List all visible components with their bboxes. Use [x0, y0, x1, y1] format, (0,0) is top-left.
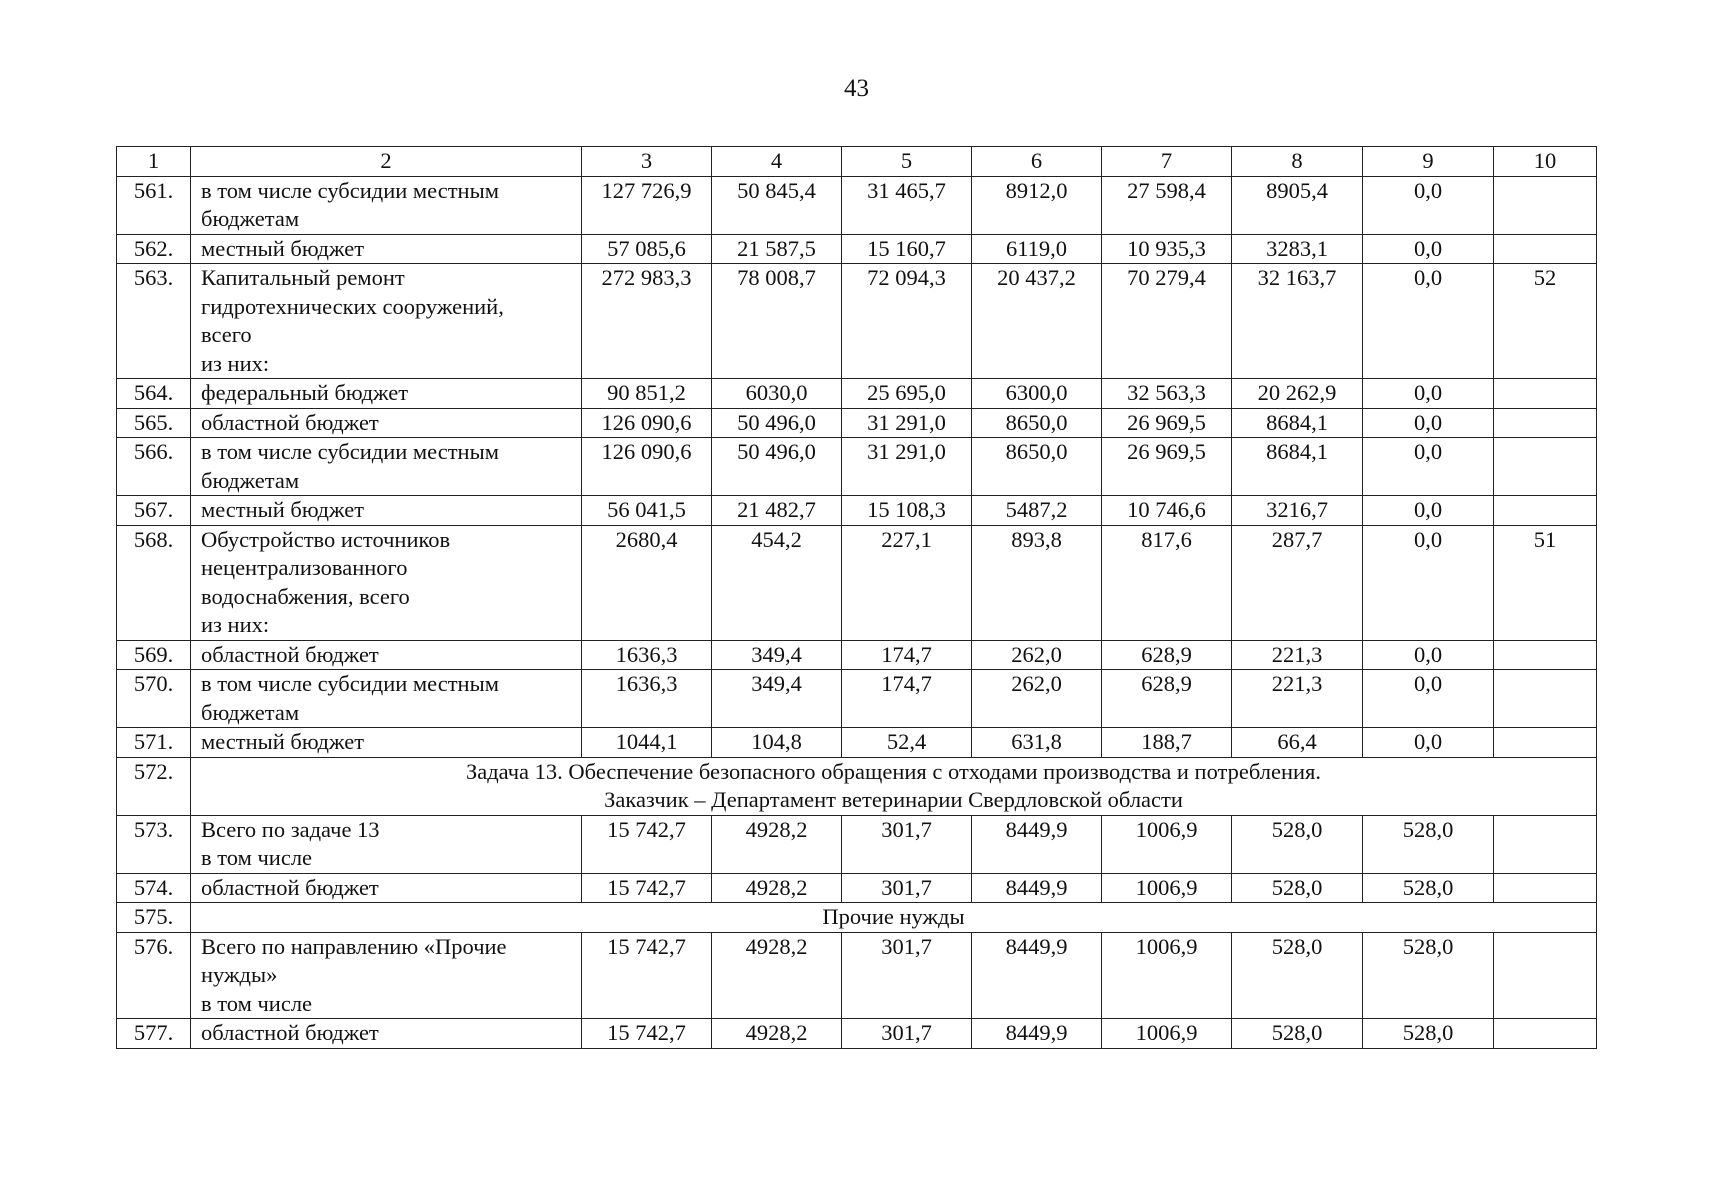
- value-cell-7: 26 969,5: [1102, 438, 1232, 496]
- column-number-cell: 8: [1232, 147, 1363, 177]
- value-cell-6: 631,8: [972, 728, 1102, 758]
- value-cell-9: 0,0: [1363, 670, 1494, 728]
- value-cell-3: 15 742,7: [582, 932, 712, 1019]
- table-row: [117, 408, 1597, 438]
- value-cell-10: [1494, 379, 1597, 409]
- value-cell-6: 893,8: [972, 525, 1102, 640]
- value-cell-3: 57 085,6: [582, 234, 712, 264]
- row-number-cell: 568.: [117, 525, 191, 640]
- table-row: [117, 932, 1597, 1019]
- value-cell-6: 6119,0: [972, 234, 1102, 264]
- table-row: [117, 728, 1597, 758]
- column-number-cell: 5: [842, 147, 972, 177]
- value-cell-5: 227,1: [842, 525, 972, 640]
- value-cell-3: 127 726,9: [582, 176, 712, 234]
- row-number-cell: 564.: [117, 379, 191, 409]
- value-cell-9: 0,0: [1363, 176, 1494, 234]
- value-cell-5: 301,7: [842, 932, 972, 1019]
- section-row: [117, 903, 1597, 933]
- value-cell-3: 2680,4: [582, 525, 712, 640]
- value-cell-9: 0,0: [1363, 264, 1494, 379]
- section-heading-cell: Задача 13. Обеспечение безопасного обращения с отходами производства и потребления. Заказчик – Департамент ветеринарии Свердловской области: [191, 757, 1597, 815]
- value-cell-8: 3216,7: [1232, 496, 1363, 526]
- column-number-cell: 3: [582, 147, 712, 177]
- value-cell-7: 10 935,3: [1102, 234, 1232, 264]
- value-cell-10: [1494, 234, 1597, 264]
- item-name-cell: местный бюджет: [191, 234, 582, 264]
- table-row: [117, 640, 1597, 670]
- table-row: [117, 264, 1597, 379]
- value-cell-3: 1636,3: [582, 670, 712, 728]
- value-cell-3: 15 742,7: [582, 873, 712, 903]
- section-row: [117, 757, 1597, 815]
- value-cell-10: [1494, 438, 1597, 496]
- value-cell-8: 528,0: [1232, 932, 1363, 1019]
- value-cell-4: 349,4: [712, 640, 842, 670]
- value-cell-8: 287,7: [1232, 525, 1363, 640]
- row-number-cell: 573.: [117, 815, 191, 873]
- value-cell-10: [1494, 873, 1597, 903]
- row-number-cell: 577.: [117, 1019, 191, 1049]
- column-number-cell: 6: [972, 147, 1102, 177]
- value-cell-6: 262,0: [972, 670, 1102, 728]
- value-cell-4: 50 496,0: [712, 438, 842, 496]
- value-cell-6: 5487,2: [972, 496, 1102, 526]
- value-cell-9: 528,0: [1363, 932, 1494, 1019]
- item-name-cell: Капитальный ремонт гидротехнических сооружений, всего из них:: [191, 264, 582, 379]
- value-cell-5: 301,7: [842, 815, 972, 873]
- item-name-cell: Всего по задаче 13 в том числе: [191, 815, 582, 873]
- value-cell-10: [1494, 176, 1597, 234]
- value-cell-4: 50 845,4: [712, 176, 842, 234]
- row-number-cell: 566.: [117, 438, 191, 496]
- value-cell-10: 51: [1494, 525, 1597, 640]
- value-cell-4: 4928,2: [712, 873, 842, 903]
- value-cell-6: 20 437,2: [972, 264, 1102, 379]
- value-cell-5: 52,4: [842, 728, 972, 758]
- value-cell-8: 528,0: [1232, 815, 1363, 873]
- value-cell-3: 126 090,6: [582, 408, 712, 438]
- row-number-cell: 561.: [117, 176, 191, 234]
- value-cell-4: 6030,0: [712, 379, 842, 409]
- column-number-cell: 10: [1494, 147, 1597, 177]
- value-cell-8: 32 163,7: [1232, 264, 1363, 379]
- value-cell-6: 8912,0: [972, 176, 1102, 234]
- value-cell-6: 8449,9: [972, 932, 1102, 1019]
- table-row: [117, 496, 1597, 526]
- value-cell-8: 221,3: [1232, 670, 1363, 728]
- value-cell-3: 90 851,2: [582, 379, 712, 409]
- row-number-cell: 575.: [117, 903, 191, 933]
- value-cell-4: 104,8: [712, 728, 842, 758]
- value-cell-3: 126 090,6: [582, 438, 712, 496]
- row-number-cell: 565.: [117, 408, 191, 438]
- value-cell-4: 50 496,0: [712, 408, 842, 438]
- table-row: [117, 438, 1597, 496]
- value-cell-8: 8905,4: [1232, 176, 1363, 234]
- value-cell-10: [1494, 1019, 1597, 1049]
- value-cell-9: 0,0: [1363, 234, 1494, 264]
- value-cell-3: 56 041,5: [582, 496, 712, 526]
- value-cell-4: 78 008,7: [712, 264, 842, 379]
- table-row: [117, 525, 1597, 640]
- value-cell-7: 628,9: [1102, 670, 1232, 728]
- value-cell-5: 31 465,7: [842, 176, 972, 234]
- value-cell-10: [1494, 640, 1597, 670]
- value-cell-9: 0,0: [1363, 408, 1494, 438]
- value-cell-6: 6300,0: [972, 379, 1102, 409]
- table-row: [117, 1019, 1597, 1049]
- value-cell-9: 0,0: [1363, 525, 1494, 640]
- value-cell-5: 72 094,3: [842, 264, 972, 379]
- item-name-cell: в том числе субсидии местным бюджетам: [191, 670, 582, 728]
- value-cell-10: [1494, 408, 1597, 438]
- item-name-cell: местный бюджет: [191, 496, 582, 526]
- value-cell-3: 1636,3: [582, 640, 712, 670]
- row-number-cell: 574.: [117, 873, 191, 903]
- value-cell-10: [1494, 932, 1597, 1019]
- item-name-cell: областной бюджет: [191, 873, 582, 903]
- value-cell-8: 66,4: [1232, 728, 1363, 758]
- value-cell-5: 174,7: [842, 640, 972, 670]
- value-cell-9: 0,0: [1363, 496, 1494, 526]
- value-cell-7: 10 746,6: [1102, 496, 1232, 526]
- value-cell-8: 221,3: [1232, 640, 1363, 670]
- value-cell-9: 0,0: [1363, 438, 1494, 496]
- value-cell-8: 528,0: [1232, 873, 1363, 903]
- row-number-cell: 563.: [117, 264, 191, 379]
- column-number-cell: 4: [712, 147, 842, 177]
- value-cell-6: 8449,9: [972, 815, 1102, 873]
- value-cell-3: 272 983,3: [582, 264, 712, 379]
- column-number-cell: 7: [1102, 147, 1232, 177]
- value-cell-6: 8449,9: [972, 873, 1102, 903]
- value-cell-7: 188,7: [1102, 728, 1232, 758]
- item-name-cell: областной бюджет: [191, 408, 582, 438]
- value-cell-4: 21 482,7: [712, 496, 842, 526]
- item-name-cell: Обустройство источников нецентрализованного водоснабжения, всего из них:: [191, 525, 582, 640]
- value-cell-7: 1006,9: [1102, 1019, 1232, 1049]
- value-cell-5: 174,7: [842, 670, 972, 728]
- value-cell-9: 528,0: [1363, 815, 1494, 873]
- row-number-cell: 569.: [117, 640, 191, 670]
- row-number-cell: 576.: [117, 932, 191, 1019]
- value-cell-9: 0,0: [1363, 379, 1494, 409]
- value-cell-10: [1494, 815, 1597, 873]
- value-cell-7: 1006,9: [1102, 815, 1232, 873]
- value-cell-7: 817,6: [1102, 525, 1232, 640]
- value-cell-4: 4928,2: [712, 815, 842, 873]
- value-cell-5: 15 108,3: [842, 496, 972, 526]
- table-row: [117, 379, 1597, 409]
- value-cell-4: 4928,2: [712, 932, 842, 1019]
- value-cell-7: 70 279,4: [1102, 264, 1232, 379]
- value-cell-5: 25 695,0: [842, 379, 972, 409]
- value-cell-5: 31 291,0: [842, 438, 972, 496]
- table-row: [117, 176, 1597, 234]
- column-number-row: [117, 147, 1597, 177]
- value-cell-7: 1006,9: [1102, 873, 1232, 903]
- column-number-cell: 9: [1363, 147, 1494, 177]
- table-row: [117, 815, 1597, 873]
- value-cell-6: 8650,0: [972, 408, 1102, 438]
- value-cell-9: 528,0: [1363, 873, 1494, 903]
- column-number-cell: 1: [117, 147, 191, 177]
- value-cell-8: 20 262,9: [1232, 379, 1363, 409]
- budget-table: [116, 146, 1597, 1049]
- row-number-cell: 562.: [117, 234, 191, 264]
- value-cell-8: 8684,1: [1232, 408, 1363, 438]
- item-name-cell: федеральный бюджет: [191, 379, 582, 409]
- value-cell-6: 8449,9: [972, 1019, 1102, 1049]
- value-cell-7: 1006,9: [1102, 932, 1232, 1019]
- page-number: 43: [844, 75, 869, 102]
- table-body: [117, 147, 1597, 1049]
- value-cell-4: 454,2: [712, 525, 842, 640]
- row-number-cell: 567.: [117, 496, 191, 526]
- value-cell-3: 15 742,7: [582, 1019, 712, 1049]
- value-cell-9: 0,0: [1363, 728, 1494, 758]
- table-row: [117, 873, 1597, 903]
- value-cell-7: 32 563,3: [1102, 379, 1232, 409]
- value-cell-8: 528,0: [1232, 1019, 1363, 1049]
- table-row: [117, 234, 1597, 264]
- section-heading-cell: Прочие нужды: [191, 903, 1597, 933]
- item-name-cell: в том числе субсидии местным бюджетам: [191, 176, 582, 234]
- value-cell-5: 15 160,7: [842, 234, 972, 264]
- value-cell-9: 528,0: [1363, 1019, 1494, 1049]
- item-name-cell: местный бюджет: [191, 728, 582, 758]
- item-name-cell: Всего по направлению «Прочие нужды» в том числе: [191, 932, 582, 1019]
- value-cell-7: 27 598,4: [1102, 176, 1232, 234]
- value-cell-10: [1494, 496, 1597, 526]
- value-cell-3: 1044,1: [582, 728, 712, 758]
- value-cell-6: 262,0: [972, 640, 1102, 670]
- value-cell-4: 349,4: [712, 670, 842, 728]
- value-cell-8: 8684,1: [1232, 438, 1363, 496]
- row-number-cell: 571.: [117, 728, 191, 758]
- value-cell-10: 52: [1494, 264, 1597, 379]
- table-row: [117, 670, 1597, 728]
- value-cell-5: 31 291,0: [842, 408, 972, 438]
- item-name-cell: в том числе субсидии местным бюджетам: [191, 438, 582, 496]
- column-number-cell: 2: [191, 147, 582, 177]
- item-name-cell: областной бюджет: [191, 640, 582, 670]
- value-cell-4: 21 587,5: [712, 234, 842, 264]
- value-cell-8: 3283,1: [1232, 234, 1363, 264]
- row-number-cell: 570.: [117, 670, 191, 728]
- value-cell-7: 628,9: [1102, 640, 1232, 670]
- value-cell-7: 26 969,5: [1102, 408, 1232, 438]
- value-cell-4: 4928,2: [712, 1019, 842, 1049]
- value-cell-10: [1494, 728, 1597, 758]
- item-name-cell: областной бюджет: [191, 1019, 582, 1049]
- value-cell-10: [1494, 670, 1597, 728]
- value-cell-5: 301,7: [842, 1019, 972, 1049]
- row-number-cell: 572.: [117, 757, 191, 815]
- value-cell-6: 8650,0: [972, 438, 1102, 496]
- value-cell-5: 301,7: [842, 873, 972, 903]
- value-cell-9: 0,0: [1363, 640, 1494, 670]
- value-cell-3: 15 742,7: [582, 815, 712, 873]
